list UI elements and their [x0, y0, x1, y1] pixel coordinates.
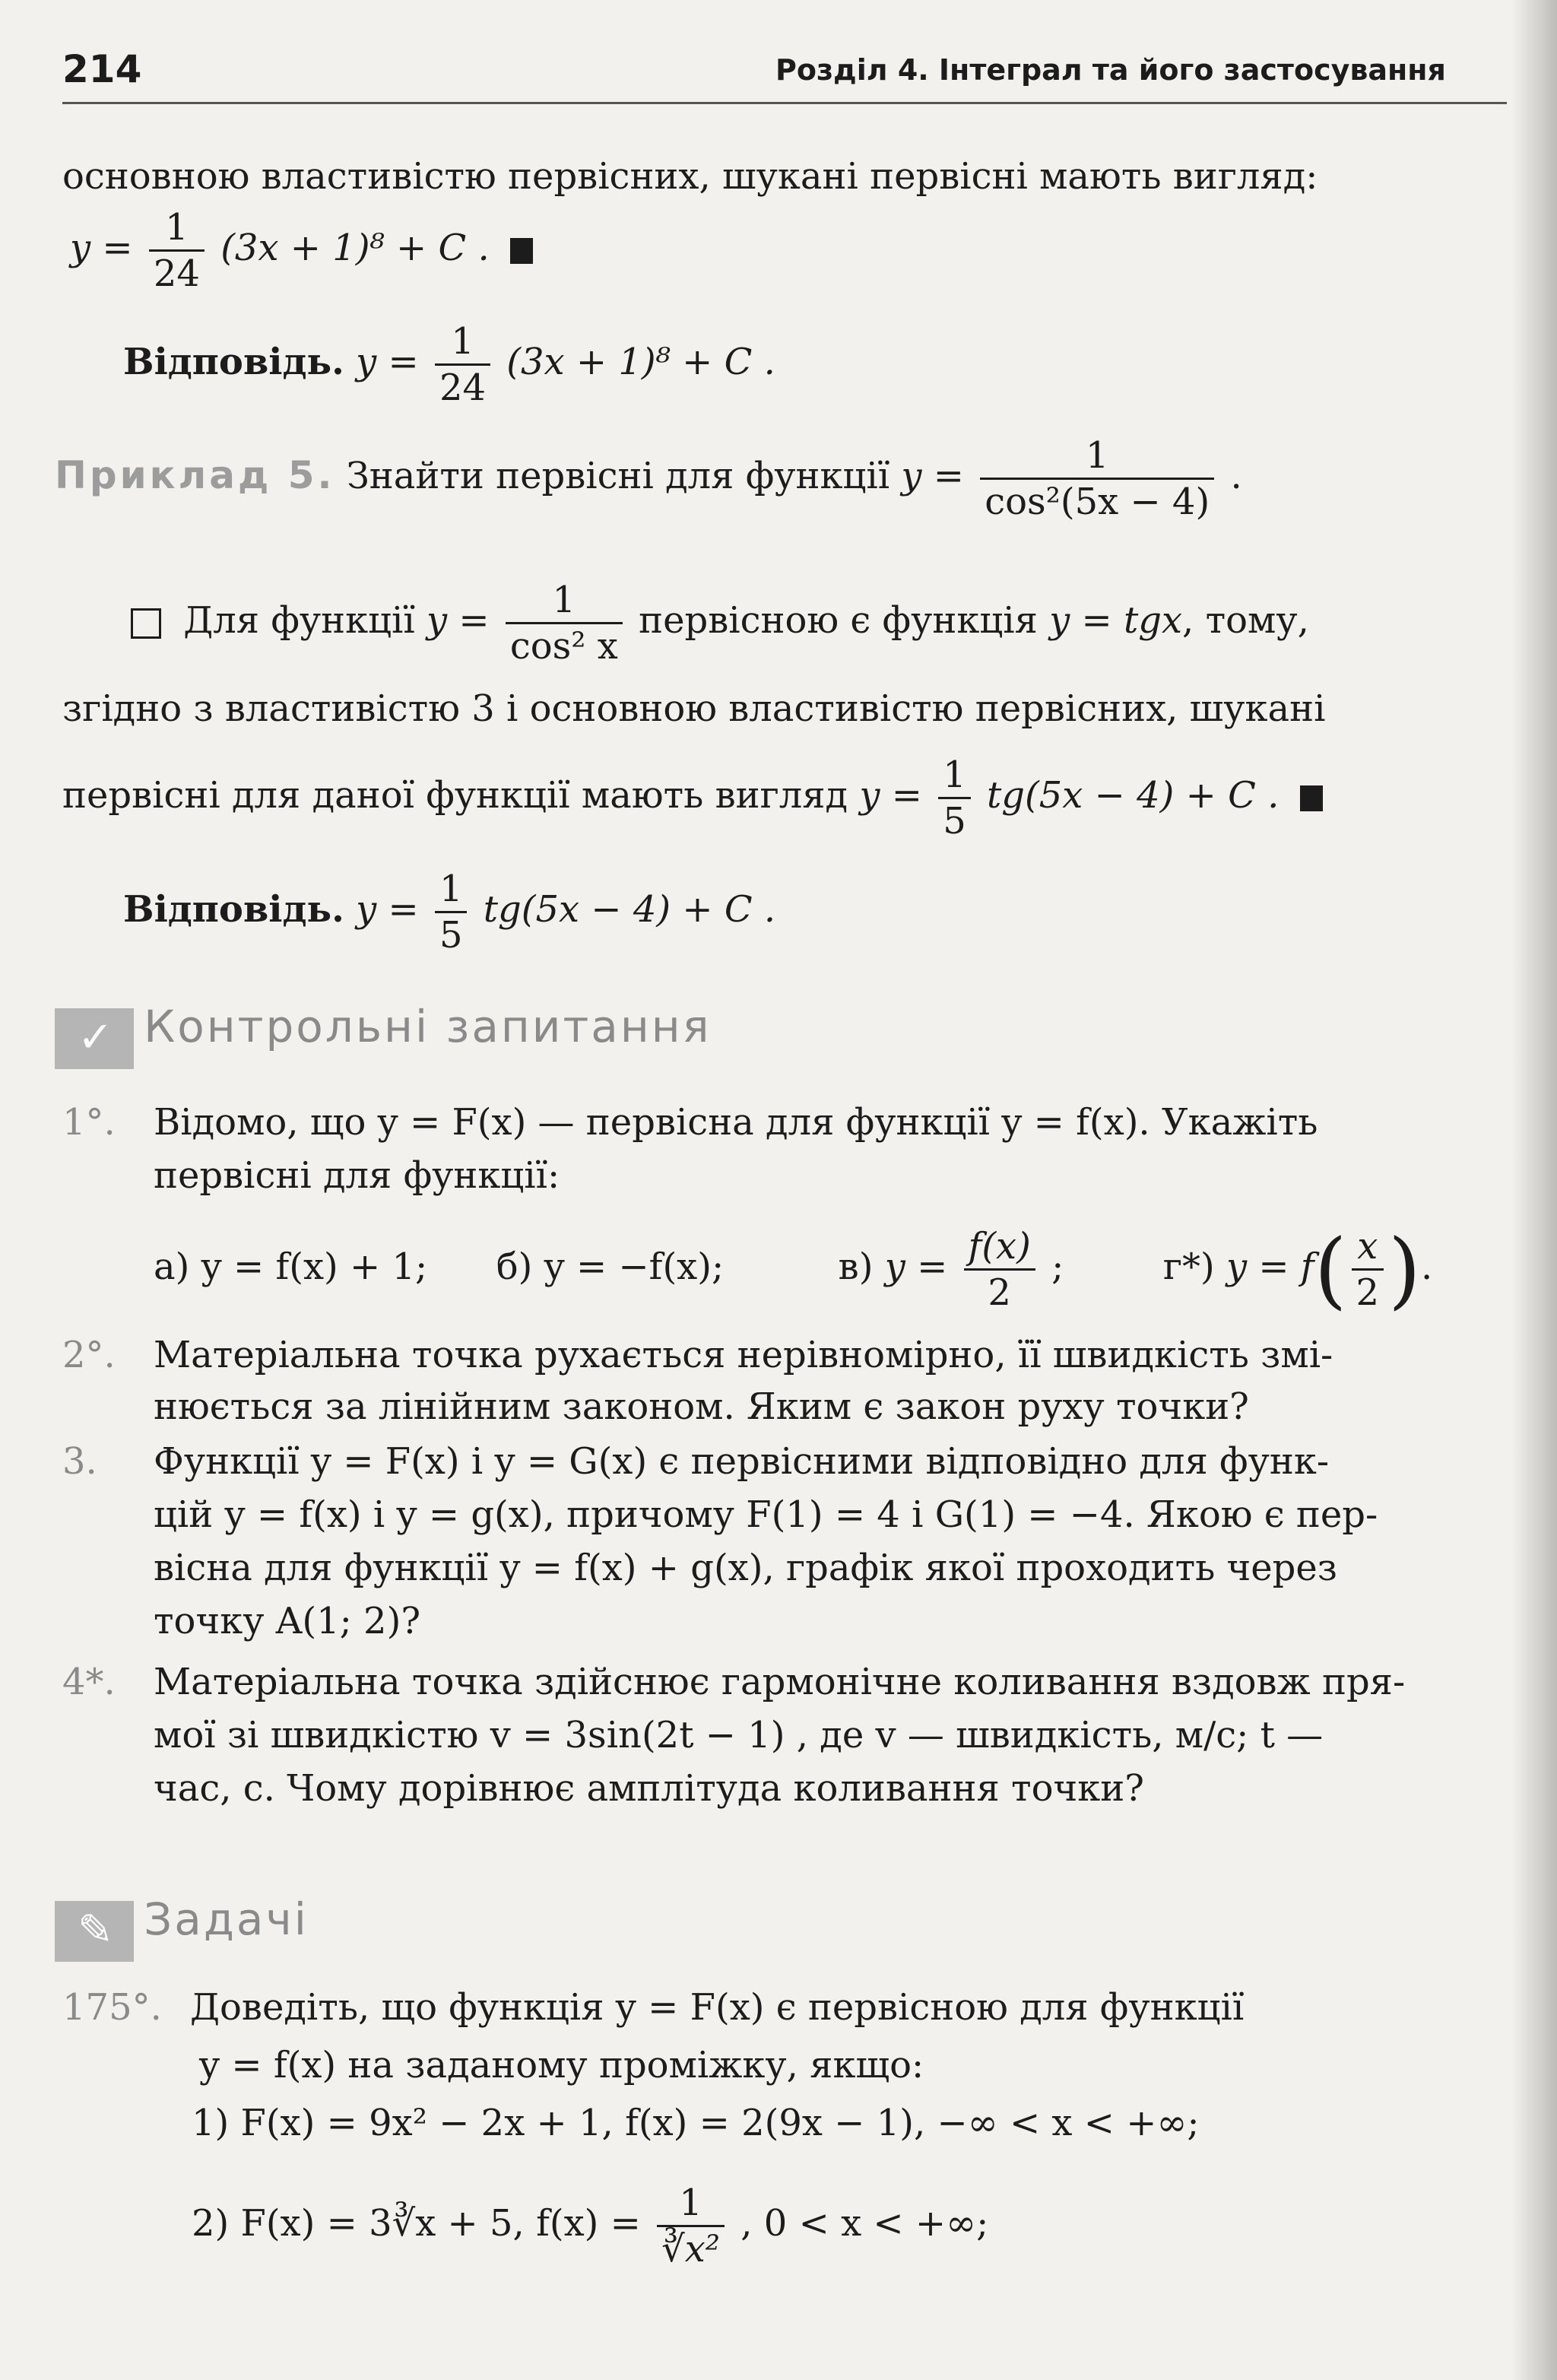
- solution-start-icon: [131, 608, 161, 639]
- fraction-denominator: 5: [943, 800, 966, 843]
- example-end: .: [1230, 455, 1242, 497]
- question-4-line-1: Матеріальна точка здійснює гармонічне коливання вздовж пря-: [154, 1661, 1406, 1703]
- question-1-options: [154, 1220, 1433, 1319]
- answer-lhs: y =: [356, 888, 419, 931]
- question-3-line-1: Функції y = F(x) і y = G(x) є первісними відповідно для функ-: [154, 1440, 1330, 1483]
- answer-rest: tg(5x − 4) + C .: [483, 888, 776, 931]
- task-175-item-1: 1) F(x) = 9x² − 2x + 1, f(x) = 2(9x − 1), −∞ < x < +∞;: [192, 2102, 1200, 2144]
- solution-text: Для функції: [183, 599, 415, 642]
- option-c-lhs: y =: [884, 1246, 948, 1288]
- solution-line-3: [62, 753, 1323, 843]
- answer-2: [123, 867, 775, 957]
- question-2-line-2: нюється за лінійним законом. Яким є закон руху точки?: [154, 1385, 1249, 1428]
- fraction-denominator: cos² x: [509, 625, 618, 668]
- question-number: 1°.: [62, 1101, 116, 1144]
- control-questions-heading: [55, 1001, 712, 1069]
- fraction-numerator: 1: [657, 2181, 725, 2227]
- example-5: [55, 433, 1242, 524]
- fraction-denominator: cos²(5x − 4): [985, 481, 1210, 523]
- fraction-denominator: 2: [1356, 1271, 1380, 1314]
- fraction-numerator: 1: [149, 205, 205, 252]
- pencil-icon: ✎: [55, 1901, 134, 1962]
- question-4-line-2: мої зі швидкістю v = 3sin(2t − 1) , де v — швидкість, м/с; t —: [154, 1714, 1324, 1756]
- solution-text: , тому,: [1182, 599, 1309, 642]
- formula-rest: (3x + 1)⁸ + C .: [220, 227, 490, 269]
- page-edge-shadow: [1511, 0, 1557, 2380]
- page-number: 214: [62, 47, 142, 91]
- question-1-line-1: Відомо, що y = F(x) — первісна для функції y = f(x). Укажіть: [154, 1101, 1318, 1144]
- solution-text: первісні для даної функції мають вигляд: [62, 774, 848, 817]
- item-text: 2) F(x) = 3∛x + 5, f(x) =: [192, 2202, 641, 2245]
- solution-formula: y = tgx: [1049, 599, 1183, 642]
- task-175-item-2: [192, 2181, 988, 2271]
- fraction-numerator: 1: [980, 433, 1214, 480]
- check-icon: ✓: [55, 1008, 134, 1069]
- question-3-line-2: цій y = f(x) і y = g(x), причому F(1) = 4 і G(1) = −4. Якою є пер-: [154, 1493, 1378, 1536]
- solution-text: первісною є функція: [639, 599, 1038, 642]
- intro-line: основною властивістю первісних, шукані первісні мають вигляд:: [62, 155, 1318, 198]
- left-paren: (: [1314, 1220, 1347, 1319]
- example-lhs: y =: [901, 455, 964, 497]
- question-number: 3.: [62, 1440, 97, 1483]
- fraction-denominator: ∛x²: [661, 2228, 721, 2271]
- intro-formula: [70, 205, 533, 296]
- question-2-line-1: Матеріальна точка рухається нерівномірно, її швидкість змі-: [154, 1334, 1333, 1376]
- section-title: Задачі: [144, 1893, 309, 1945]
- fraction: [938, 753, 971, 843]
- fraction: [149, 205, 205, 296]
- fraction-denominator: 24: [153, 252, 200, 295]
- fraction: [435, 867, 468, 957]
- fraction: [980, 433, 1214, 524]
- question-4-line-3: час, с. Чому дорівнює амплітуда коливання точки?: [154, 1767, 1144, 1810]
- fraction-denominator: 2: [988, 1271, 1011, 1314]
- answer-label: Відповідь.: [123, 888, 344, 931]
- header-rule: [62, 102, 1507, 104]
- question-3-line-4: точку A(1; 2)?: [154, 1600, 421, 1642]
- fraction-numerator: 1: [435, 319, 490, 366]
- chapter-title: Розділ 4. Інтеграл та його застосування: [775, 53, 1446, 87]
- example-label: Приклад 5.: [55, 453, 335, 497]
- tasks-heading: [55, 1893, 309, 1962]
- answer-label: Відповідь.: [123, 341, 344, 383]
- fraction: [657, 2181, 725, 2271]
- fraction-numerator: 1: [938, 753, 971, 799]
- fraction-numerator: f(x): [964, 1224, 1035, 1271]
- example-text: Знайти первісні для функції: [346, 455, 890, 497]
- solution-lhs: y =: [426, 599, 490, 642]
- fraction: [964, 1224, 1035, 1315]
- option-c-label: в): [838, 1246, 874, 1288]
- answer-1: [123, 319, 775, 410]
- solution-line-1: [131, 578, 1309, 668]
- option-d-end: .: [1420, 1246, 1433, 1288]
- fraction: [435, 319, 490, 410]
- item-text: , 0 < x < +∞;: [740, 2202, 989, 2245]
- end-of-proof-icon: [510, 238, 533, 264]
- fraction-denominator: 5: [439, 914, 463, 957]
- option-c-end: ;: [1051, 1246, 1064, 1288]
- answer-lhs: y =: [356, 341, 419, 383]
- task-number: 175°.: [62, 1986, 162, 2029]
- answer-rest: (3x + 1)⁸ + C .: [506, 341, 775, 383]
- question-number: 4*.: [62, 1661, 116, 1703]
- end-of-proof-icon: [1300, 785, 1323, 811]
- solution-rest: tg(5x − 4) + C .: [987, 774, 1280, 817]
- task-175-line-1: Доведіть, що функція y = F(x) є первісною для функції: [190, 1986, 1245, 2029]
- section-title: Контрольні запитання: [144, 1001, 712, 1052]
- right-paren: ): [1388, 1220, 1421, 1319]
- fraction-numerator: 1: [506, 578, 623, 624]
- solution-line-2: згідно з властивістю 3 і основною властивістю первісних, шукані: [62, 687, 1326, 730]
- fraction: [506, 578, 623, 668]
- fraction-denominator: 24: [439, 367, 487, 409]
- question-3-line-3: вісна для функції y = f(x) + g(x), графік якої проходить через: [154, 1547, 1337, 1589]
- fraction-numerator: 1: [435, 867, 468, 913]
- fraction-numerator: x: [1352, 1224, 1384, 1271]
- question-number: 2°.: [62, 1334, 116, 1376]
- option-d-lhs: y = f: [1226, 1246, 1314, 1288]
- option-d-label: г*): [1162, 1246, 1215, 1288]
- formula-lhs: y =: [70, 227, 133, 269]
- option-a: а) y = f(x) + 1;: [154, 1246, 428, 1288]
- fraction: [1352, 1224, 1384, 1315]
- task-175-line-2: y = f(x) на заданому проміжку, якщо:: [199, 2044, 924, 2086]
- solution-lhs: y =: [859, 774, 922, 817]
- option-b: б) y = −f(x);: [496, 1246, 725, 1288]
- question-1-line-2: первісні для функції:: [154, 1154, 560, 1197]
